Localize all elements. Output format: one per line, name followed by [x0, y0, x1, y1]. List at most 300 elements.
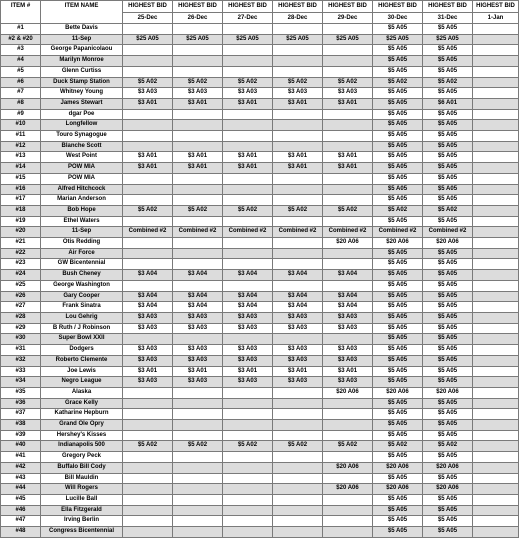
- bid-cell: $3 A03: [323, 312, 373, 323]
- table-row: [1, 152, 519, 163]
- bid-cell: $5 A05: [423, 398, 473, 409]
- bid-cell: $5 A05: [423, 184, 473, 195]
- bid-cell: $5 A05: [373, 45, 423, 56]
- bid-cell: [473, 291, 519, 302]
- bid-cell: $5 A05: [373, 430, 423, 441]
- item-number-cell: #43: [1, 473, 41, 484]
- bid-cell: [123, 24, 173, 35]
- bid-cell: $3 A03: [173, 345, 223, 356]
- bid-cell: $5 A02: [373, 441, 423, 452]
- bid-cell: $5 A05: [373, 398, 423, 409]
- bid-cell: [323, 120, 373, 131]
- bid-cell: [123, 141, 173, 152]
- item-number-cell: #10: [1, 120, 41, 131]
- item-number-cell: #3: [1, 45, 41, 56]
- bid-cell: [173, 109, 223, 120]
- bid-cell: [273, 259, 323, 270]
- table-row: [1, 516, 519, 527]
- bid-cell: $5 A05: [423, 366, 473, 377]
- bid-cell: $5 A05: [373, 473, 423, 484]
- bid-cell: $5 A05: [423, 152, 473, 163]
- highest-bid-header: HIGHEST BID: [473, 1, 519, 13]
- item-name-cell: James Stewart: [41, 98, 123, 109]
- bid-cell: $3 A01: [173, 163, 223, 174]
- table-row: [1, 430, 519, 441]
- date-header: 29-Dec: [323, 13, 373, 24]
- bid-cell: [273, 516, 323, 527]
- bid-cell: $5 A02: [373, 77, 423, 88]
- bid-cell: [323, 195, 373, 206]
- bid-cell: $3 A01: [123, 152, 173, 163]
- item-name-cell: Marian Anderson: [41, 195, 123, 206]
- bid-cell: $5 A05: [373, 98, 423, 109]
- table-row: [1, 302, 519, 313]
- bid-cell: [273, 141, 323, 152]
- bid-cell: [273, 473, 323, 484]
- bid-cell: [273, 398, 323, 409]
- bid-cell: [123, 184, 173, 195]
- bid-cell: [223, 238, 273, 249]
- bid-cell: $5 A05: [423, 109, 473, 120]
- bid-cell: [273, 24, 323, 35]
- highest-bid-header: HIGHEST BID: [423, 1, 473, 13]
- bid-cell: $3 A04: [273, 302, 323, 313]
- table-row: [1, 484, 519, 495]
- bid-cell: [173, 259, 223, 270]
- bid-cell: [173, 527, 223, 538]
- bid-cell: $5 A05: [423, 409, 473, 420]
- table-row: [1, 452, 519, 463]
- item-name-cell: Negro League: [41, 377, 123, 388]
- bid-cell: $3 A01: [173, 366, 223, 377]
- bid-cell: [473, 205, 519, 216]
- bid-cell: [173, 452, 223, 463]
- bid-cell: $5 A05: [373, 184, 423, 195]
- bid-cell: $3 A03: [323, 345, 373, 356]
- bid-cell: Combined #2: [423, 227, 473, 238]
- bid-cell: Combined #2: [223, 227, 273, 238]
- bid-cell: [273, 527, 323, 538]
- bid-cell: [273, 505, 323, 516]
- bid-cell: [323, 473, 373, 484]
- item-number-cell: #30: [1, 334, 41, 345]
- table-row: [1, 77, 519, 88]
- item-name-cell: Alaska: [41, 387, 123, 398]
- item-name-cell: Will Rogers: [41, 484, 123, 495]
- bid-cell: $5 A02: [323, 205, 373, 216]
- bid-cell: $5 A05: [373, 120, 423, 131]
- table-row: [1, 205, 519, 216]
- bid-cell: $5 A05: [423, 527, 473, 538]
- bid-cell: [123, 409, 173, 420]
- bid-cell: [323, 516, 373, 527]
- date-header: 25-Dec: [123, 13, 173, 24]
- bid-cell: $3 A03: [273, 88, 323, 99]
- bid-cell: $3 A04: [123, 302, 173, 313]
- bid-cell: $3 A01: [323, 366, 373, 377]
- bid-cell: $5 A05: [423, 88, 473, 99]
- table-row: [1, 345, 519, 356]
- bid-cell: [323, 398, 373, 409]
- bid-cell: $5 A05: [373, 527, 423, 538]
- item-number-cell: #48: [1, 527, 41, 538]
- bid-cell: $5 A02: [423, 77, 473, 88]
- bid-cell: $5 A02: [123, 77, 173, 88]
- bid-cell: [473, 398, 519, 409]
- bid-cell: [173, 473, 223, 484]
- bid-cell: $5 A05: [373, 355, 423, 366]
- bid-cell: [223, 409, 273, 420]
- bid-cell: [473, 462, 519, 473]
- table-row: [1, 355, 519, 366]
- item-number-cell: #35: [1, 387, 41, 398]
- bid-cell: [473, 34, 519, 45]
- item-number-cell: #8: [1, 98, 41, 109]
- bid-cell: [123, 430, 173, 441]
- bid-cell: [473, 312, 519, 323]
- bid-cell: $5 A05: [373, 312, 423, 323]
- bid-cell: $5 A05: [423, 430, 473, 441]
- bid-cell: [123, 334, 173, 345]
- bid-cell: [473, 345, 519, 356]
- bid-cell: [173, 131, 223, 142]
- bid-cell: $3 A01: [223, 152, 273, 163]
- item-number-cell: #37: [1, 409, 41, 420]
- bid-cell: $5 A05: [423, 452, 473, 463]
- highest-bid-header: HIGHEST BID: [373, 1, 423, 13]
- item-name-cell: 11-Sep: [41, 34, 123, 45]
- bid-cell: [173, 24, 223, 35]
- table-row: [1, 248, 519, 259]
- item-number-cell: #1: [1, 24, 41, 35]
- bid-cell: [323, 141, 373, 152]
- bid-cell: $5 A02: [223, 441, 273, 452]
- bid-cell: [473, 387, 519, 398]
- date-header: 31-Dec: [423, 13, 473, 24]
- bid-cell: [273, 216, 323, 227]
- table-row: [1, 312, 519, 323]
- bid-cell: $20 A06: [323, 484, 373, 495]
- bid-cell: $3 A04: [173, 270, 223, 281]
- bid-cell: $5 A05: [423, 270, 473, 281]
- bid-cell: $3 A03: [123, 312, 173, 323]
- bid-cell: $5 A05: [423, 66, 473, 77]
- bid-cell: [473, 334, 519, 345]
- table-row: [1, 527, 519, 538]
- bid-cell: $3 A03: [223, 312, 273, 323]
- bid-cell: [473, 259, 519, 270]
- date-header: 30-Dec: [373, 13, 423, 24]
- item-number-cell: #46: [1, 505, 41, 516]
- bid-cell: $3 A03: [173, 88, 223, 99]
- item-number-cell: #29: [1, 323, 41, 334]
- bid-cell: [323, 248, 373, 259]
- bid-cell: [173, 173, 223, 184]
- table-row: [1, 323, 519, 334]
- bid-cell: [473, 505, 519, 516]
- bid-cell: [323, 66, 373, 77]
- bid-cell: $5 A05: [423, 302, 473, 313]
- bid-cell: [223, 387, 273, 398]
- bid-cell: [173, 398, 223, 409]
- item-number-cell: #22: [1, 248, 41, 259]
- item-name-cell: Air Force: [41, 248, 123, 259]
- bid-cell: [273, 409, 323, 420]
- bid-cell: [323, 334, 373, 345]
- bid-cell: Combined #2: [273, 227, 323, 238]
- bid-cell: [123, 527, 173, 538]
- bid-cell: [473, 280, 519, 291]
- bid-cell: $5 A05: [423, 120, 473, 131]
- bid-cell: [273, 238, 323, 249]
- table-row: [1, 66, 519, 77]
- bid-cell: [173, 505, 223, 516]
- bid-cell: [173, 216, 223, 227]
- item-number-cell: #25: [1, 280, 41, 291]
- bid-cell: [473, 77, 519, 88]
- bid-cell: [323, 420, 373, 431]
- item-name-cell: Ella Fitzgerald: [41, 505, 123, 516]
- bid-cell: [273, 195, 323, 206]
- bid-cell: $3 A01: [173, 152, 223, 163]
- bid-cell: [173, 66, 223, 77]
- bid-cell: $3 A04: [223, 291, 273, 302]
- bid-cell: [123, 484, 173, 495]
- bid-cell: $3 A03: [123, 323, 173, 334]
- item-name-cell: Longfellow: [41, 120, 123, 131]
- bid-cell: [123, 259, 173, 270]
- bid-cell: $5 A05: [373, 216, 423, 227]
- bid-cell: $5 A05: [373, 516, 423, 527]
- bid-cell: $5 A02: [173, 205, 223, 216]
- table-row: [1, 387, 519, 398]
- item-name-cell: Blanche Scott: [41, 141, 123, 152]
- bid-cell: $5 A02: [323, 441, 373, 452]
- bid-cell: [173, 248, 223, 259]
- bid-cell: [473, 516, 519, 527]
- bid-cell: [273, 45, 323, 56]
- item-name-cell: Bob Hope: [41, 205, 123, 216]
- bid-cell: $5 A05: [423, 216, 473, 227]
- bid-cell: [123, 45, 173, 56]
- bid-cell: $3 A03: [123, 377, 173, 388]
- bid-cell: [473, 355, 519, 366]
- bid-cell: $5 A05: [423, 45, 473, 56]
- bid-cell: $3 A01: [323, 152, 373, 163]
- bid-cell: [123, 280, 173, 291]
- bid-cell: $3 A03: [173, 355, 223, 366]
- table-row: [1, 270, 519, 281]
- item-name-cell: POW MIA: [41, 173, 123, 184]
- bid-cell: [173, 280, 223, 291]
- item-number-cell: #12: [1, 141, 41, 152]
- bid-cell: [123, 398, 173, 409]
- bid-cell: [323, 56, 373, 67]
- bid-cell: [123, 195, 173, 206]
- bid-cell: [223, 484, 273, 495]
- bid-cell: [173, 195, 223, 206]
- bid-cell: [123, 420, 173, 431]
- item-number-cell: #5: [1, 66, 41, 77]
- bid-cell: [473, 238, 519, 249]
- bid-cell: $3 A03: [273, 312, 323, 323]
- item-name-cell: Bush Cheney: [41, 270, 123, 281]
- bid-cell: $5 A02: [123, 205, 173, 216]
- bid-cell: [323, 173, 373, 184]
- bid-cell: $5 A05: [373, 280, 423, 291]
- bid-cell: $5 A05: [373, 152, 423, 163]
- bid-cell: [223, 280, 273, 291]
- item-name-cell: Lou Gehrig: [41, 312, 123, 323]
- bid-cell: [173, 516, 223, 527]
- date-header: 1-Jan: [473, 13, 519, 24]
- bid-cell: $3 A03: [323, 355, 373, 366]
- table-row: [1, 184, 519, 195]
- table-row: [1, 120, 519, 131]
- bid-cell: [473, 152, 519, 163]
- item-number-cell: #34: [1, 377, 41, 388]
- bid-cell: $3 A03: [273, 355, 323, 366]
- bid-cell: $25 A05: [373, 34, 423, 45]
- bid-cell: $5 A05: [373, 494, 423, 505]
- bid-cell: $3 A03: [123, 88, 173, 99]
- item-name-cell: George Papanicolaou: [41, 45, 123, 56]
- table-row: [1, 173, 519, 184]
- bid-cell: $3 A01: [123, 163, 173, 174]
- table-row: [1, 163, 519, 174]
- bid-cell: [273, 387, 323, 398]
- item-name-cell: Bill Mauldin: [41, 473, 123, 484]
- bid-cell: [473, 109, 519, 120]
- bid-cell: [273, 430, 323, 441]
- bid-cell: $20 A06: [423, 238, 473, 249]
- item-name-cell: Bette Davis: [41, 24, 123, 35]
- item-number-cell: #21: [1, 238, 41, 249]
- item-number-cell: #36: [1, 398, 41, 409]
- bid-cell: $20 A06: [373, 462, 423, 473]
- bid-cell: [273, 280, 323, 291]
- bid-cell: $5 A05: [373, 259, 423, 270]
- bid-cell: $5 A02: [273, 77, 323, 88]
- bid-cell: $3 A04: [223, 302, 273, 313]
- item-name-cell: Dodgers: [41, 345, 123, 356]
- bid-cell: $5 A05: [373, 409, 423, 420]
- bid-cell: $5 A05: [423, 131, 473, 142]
- table-row: [1, 366, 519, 377]
- bid-cell: [473, 441, 519, 452]
- item-number-cell: #26: [1, 291, 41, 302]
- bid-cell: $5 A02: [323, 77, 373, 88]
- bid-cell: $5 A02: [273, 205, 323, 216]
- bid-cell: $5 A05: [423, 355, 473, 366]
- item-number-cell: #33: [1, 366, 41, 377]
- bid-cell: [473, 45, 519, 56]
- bid-cell: $3 A03: [173, 312, 223, 323]
- bid-cell: $3 A04: [273, 270, 323, 281]
- bid-cell: [473, 141, 519, 152]
- bid-cell: [323, 280, 373, 291]
- item-name-cell: Grand Ole Opry: [41, 420, 123, 431]
- table-row: [1, 216, 519, 227]
- bid-cell: [323, 259, 373, 270]
- bid-cell: [473, 173, 519, 184]
- table-row: [1, 34, 519, 45]
- bid-cell: $3 A03: [273, 345, 323, 356]
- bid-cell: $20 A06: [373, 238, 423, 249]
- bid-cell: [473, 409, 519, 420]
- bid-cell: $5 A02: [373, 205, 423, 216]
- bid-cell: $5 A05: [423, 163, 473, 174]
- bid-cell: $3 A01: [273, 366, 323, 377]
- bid-cell: [223, 141, 273, 152]
- bid-cell: $20 A06: [423, 484, 473, 495]
- item-number-cell: #42: [1, 462, 41, 473]
- bid-cell: [173, 484, 223, 495]
- bid-cell: $5 A05: [423, 195, 473, 206]
- bid-cell: [123, 120, 173, 131]
- item-number-cell: #24: [1, 270, 41, 281]
- bid-cell: $5 A02: [173, 77, 223, 88]
- bid-cell: [473, 302, 519, 313]
- bid-cell: [173, 409, 223, 420]
- bid-cell: $25 A05: [223, 34, 273, 45]
- table-row: [1, 398, 519, 409]
- item-name-cell: Buffalo Bill Cody: [41, 462, 123, 473]
- bid-cell: [123, 473, 173, 484]
- bid-cell: [473, 527, 519, 538]
- table-row: [1, 88, 519, 99]
- bid-cell: $5 A05: [423, 24, 473, 35]
- bid-cell: [223, 430, 273, 441]
- item-name-cell: Touro Synagogue: [41, 131, 123, 142]
- bid-cell: $5 A05: [423, 505, 473, 516]
- bid-cell: [273, 131, 323, 142]
- bid-cell: $6 A01: [423, 98, 473, 109]
- table-body: [1, 24, 519, 538]
- item-number-cell: #6: [1, 77, 41, 88]
- bid-cell: Combined #2: [323, 227, 373, 238]
- item-name-cell: Lucille Ball: [41, 494, 123, 505]
- bid-cell: $5 A05: [373, 56, 423, 67]
- item-name-cell: GW Bicentennial: [41, 259, 123, 270]
- bid-cell: [223, 195, 273, 206]
- item-number-cell: #23: [1, 259, 41, 270]
- bid-cell: $3 A03: [223, 355, 273, 366]
- bid-cell: $5 A02: [423, 205, 473, 216]
- item-number-cell: #19: [1, 216, 41, 227]
- bid-cell: $25 A05: [273, 34, 323, 45]
- bid-cell: $5 A05: [373, 302, 423, 313]
- bid-cell: [123, 56, 173, 67]
- item-name-cell: George Washington: [41, 280, 123, 291]
- bid-cell: [473, 184, 519, 195]
- bid-cell: $3 A01: [123, 98, 173, 109]
- bid-cell: $5 A02: [223, 77, 273, 88]
- bid-cell: [323, 216, 373, 227]
- table-row: [1, 334, 519, 345]
- item-name-cell: Marilyn Monroe: [41, 56, 123, 67]
- bid-cell: [223, 259, 273, 270]
- bid-cell: [173, 334, 223, 345]
- bid-cell: $3 A01: [223, 366, 273, 377]
- highest-bid-header: HIGHEST BID: [173, 1, 223, 13]
- bid-cell: [273, 420, 323, 431]
- table-row: [1, 259, 519, 270]
- bid-cell: $3 A01: [173, 98, 223, 109]
- bid-cell: $20 A06: [423, 387, 473, 398]
- item-name-cell: Glenn Curtiss: [41, 66, 123, 77]
- bid-cell: [223, 420, 273, 431]
